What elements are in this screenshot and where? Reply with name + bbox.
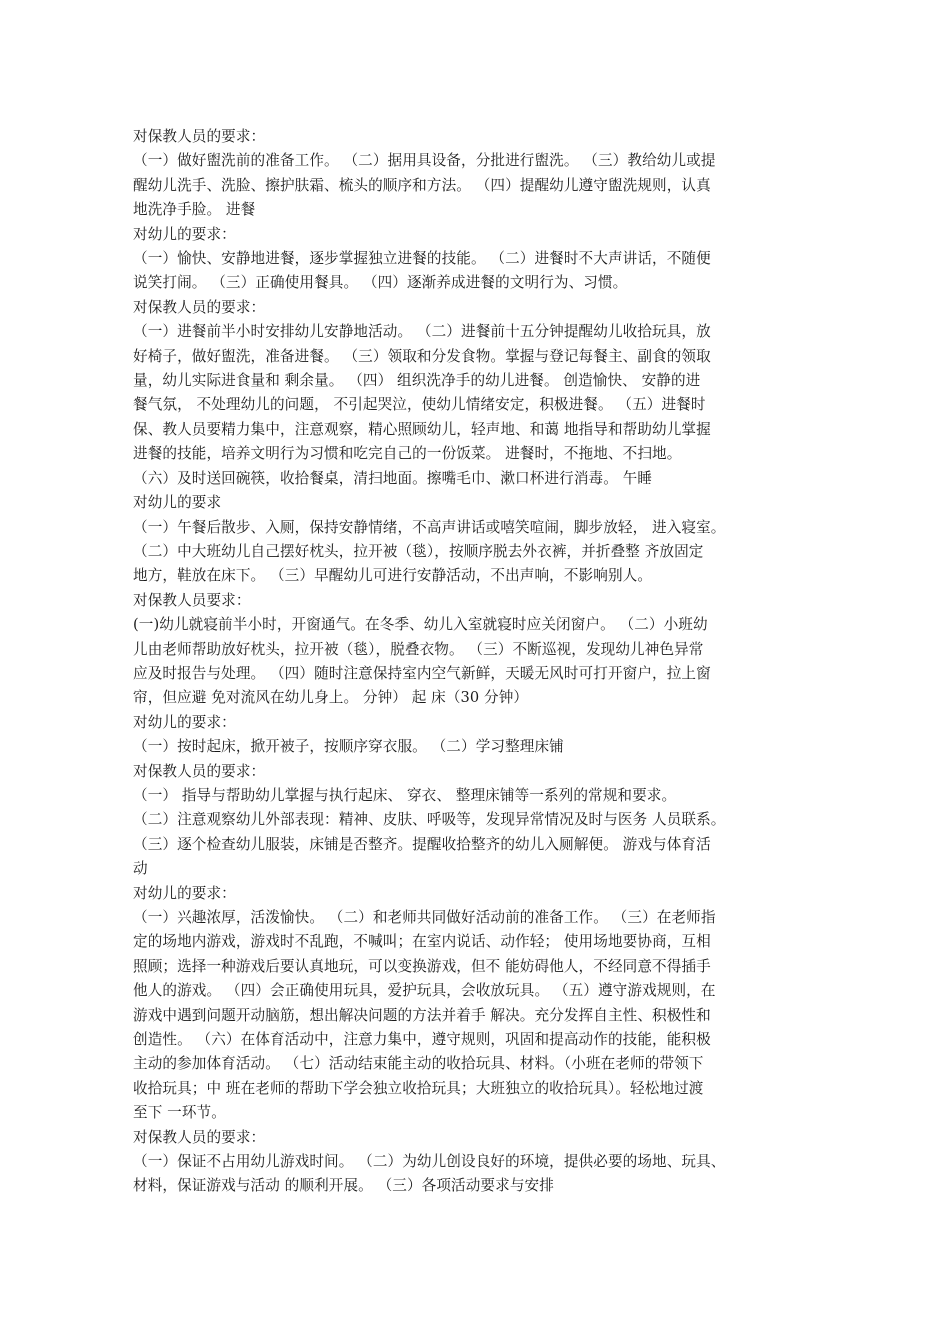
text-line: 儿由老师帮助放好枕头，拉开被（毯），脱叠衣物。 （三）不断巡视，发现幼儿神色异常 [133, 640, 704, 658]
text-line: 对幼儿的要求： [133, 884, 236, 902]
text-line: 定的场地内游戏，游戏时不乱跑，不喊叫；在室内说话、动作轻； 使用场地要协商，互相 [133, 933, 711, 951]
text-line: 对幼儿的要求 [133, 494, 222, 512]
text-line: 好椅子，做好盥洗，准备进餐。 （三）领取和分发食物。掌握与登记每餐主、副食的领取 [133, 347, 711, 365]
document-body [133, 125, 813, 1199]
text-line: 帘，但应避 免对流风在幼儿身上。 分钟） 起 床（30 分钟） [133, 689, 529, 707]
text-line: （三）逐个检查幼儿服装，床铺是否整齐。提醒收拾整齐的幼儿入厕解便。 游戏与体育活 [133, 835, 711, 853]
text-line: （六）及时送回碗筷，收拾餐桌，清扫地面。擦嘴毛巾、漱口杯进行消毒。 午睡 [133, 469, 653, 487]
text-line: 量，幼儿实际进食量和 剩余量。 （四） 组织洗净手的幼儿进餐。 创造愉快、 安静的进 [133, 372, 701, 390]
text-line: 至下 一环节。 [133, 1104, 226, 1122]
text-line: 他人的游戏。 （四）会正确使用玩具，爱护玩具，会收放玩具。 （五）遵守游戏规则，在 [133, 982, 716, 1000]
text-line: 动 [133, 860, 148, 878]
text-line: （二）注意观察幼儿外部表现：精神、皮肤、呼吸等，发现异常情况及时与医务 人员联系。 [133, 811, 726, 829]
text-line: （二）中大班幼儿自己摆好枕头，拉开被（毯），按顺序脱去外衣裤，并折叠整 齐放固定 [133, 542, 704, 560]
text-line: 游戏中遇到问题开动脑筋，想出解决问题的方法并着手 解决。充分发挥自主性、积极性和 [133, 1006, 711, 1024]
text-line: 说笑打闹。 （三）正确使用餐具。 （四）逐渐养成进餐的文明行为、习惯。 [133, 274, 628, 292]
text-line: （一）愉快、安静地进餐，逐步掌握独立进餐的技能。 （二）进餐时不大声讲话，不随便 [133, 250, 711, 268]
text-line: 醒幼儿洗手、洗脸、擦护肤霜、梳头的顺序和方法。 （四）提醒幼儿遵守盥洗规则，认真 [133, 176, 711, 194]
text-line: 对保教人员的要求： [133, 1128, 266, 1146]
text-line: （一）兴趣浓厚，活泼愉快。 （二）和老师共同做好活动前的准备工作。 （三）在老师指 [133, 909, 716, 926]
text-line: 主动的参加体育活动。 （七）活动结束能主动的收拾玩具、材料。（小班在老师的带领下 [133, 1055, 704, 1073]
text-line: 地洗净手脸。 进餐 [133, 201, 256, 219]
text-line: （一）进餐前半小时安排幼儿安静地活动。 （二）进餐前十五分钟提醒幼儿收拾玩具，放 [133, 323, 711, 341]
text-line: （一）午餐后散步、入厕，保持安静情绪，不高声讲话或嘻笑喧闹，脚步放轻， 进入寝室。 [133, 518, 726, 536]
text-line: 对保教人员的要求： [133, 762, 266, 780]
text-line: 对幼儿的要求： [133, 713, 236, 731]
text-line: （一）保证不占用幼儿游戏时间。 （二）为幼儿创设良好的环境，提供必要的场地、玩具、 [133, 1153, 726, 1171]
text-line: 对保教人员要求： [133, 591, 251, 609]
text-line: 地方，鞋放在床下。 （三）早醒幼儿可进行安静活动，不出声响，不影响别人。 [133, 567, 653, 585]
text-line: 进餐的技能，培养文明行为习惯和吃完自己的一份饭菜。 进餐时，不拖地、不扫地。 [133, 445, 682, 463]
text-line: 对保教人员的要求： [133, 128, 266, 145]
text-line: 对保教人员的要求： [133, 298, 266, 316]
text-line: 对幼儿的要求： [133, 225, 236, 243]
text-line: （一） 指导与帮助幼儿掌握与执行起床、 穿衣、 整理床铺等一系列的常规和要求。 [133, 786, 677, 804]
text-line: 照顾；选择一种游戏后要认真地玩，可以变换游戏，但不 能妨碍他人，不经同意不得插手 [133, 957, 711, 975]
text-line: (一)幼儿就寝前半小时，开窗通气。在冬季、幼儿入室就寝时应关闭窗户。 （二）小班幼 [133, 616, 708, 634]
text-line: 材料，保证游戏与活动 的顺利开展。 （三）各项活动要求与安排 [133, 1177, 554, 1195]
text-line: 保、教人员要精力集中，注意观察，精心照顾幼儿，轻声地、和蔼 地指导和帮助幼儿掌握 [133, 420, 711, 438]
text-line: 应及时报告与处理。 （四）随时注意保持室内空气新鲜，天暖无风时可打开窗户，拉上窗 [133, 664, 711, 682]
text-line: 餐气氛， 不处理幼儿的问题， 不引起哭泣，使幼儿情绪安定，积极进餐。 （五）进餐时 [133, 396, 706, 414]
text-line: 收拾玩具；中 班在老师的帮助下学会独立收拾玩具；大班独立的收拾玩具）。轻松地过渡 [133, 1079, 704, 1097]
text-line: （一）做好盥洗前的准备工作。 （二）据用具设备，分批进行盥洗。 （三）教给幼儿或提 [133, 152, 716, 170]
text-line: （一）按时起床，掀开被子，按顺序穿衣服。 （二）学习整理床铺 [133, 738, 564, 756]
text-line: 创造性。 （六）在体育活动中，注意力集中，遵守规则，巩固和提高动作的技能，能积极 [133, 1031, 711, 1049]
